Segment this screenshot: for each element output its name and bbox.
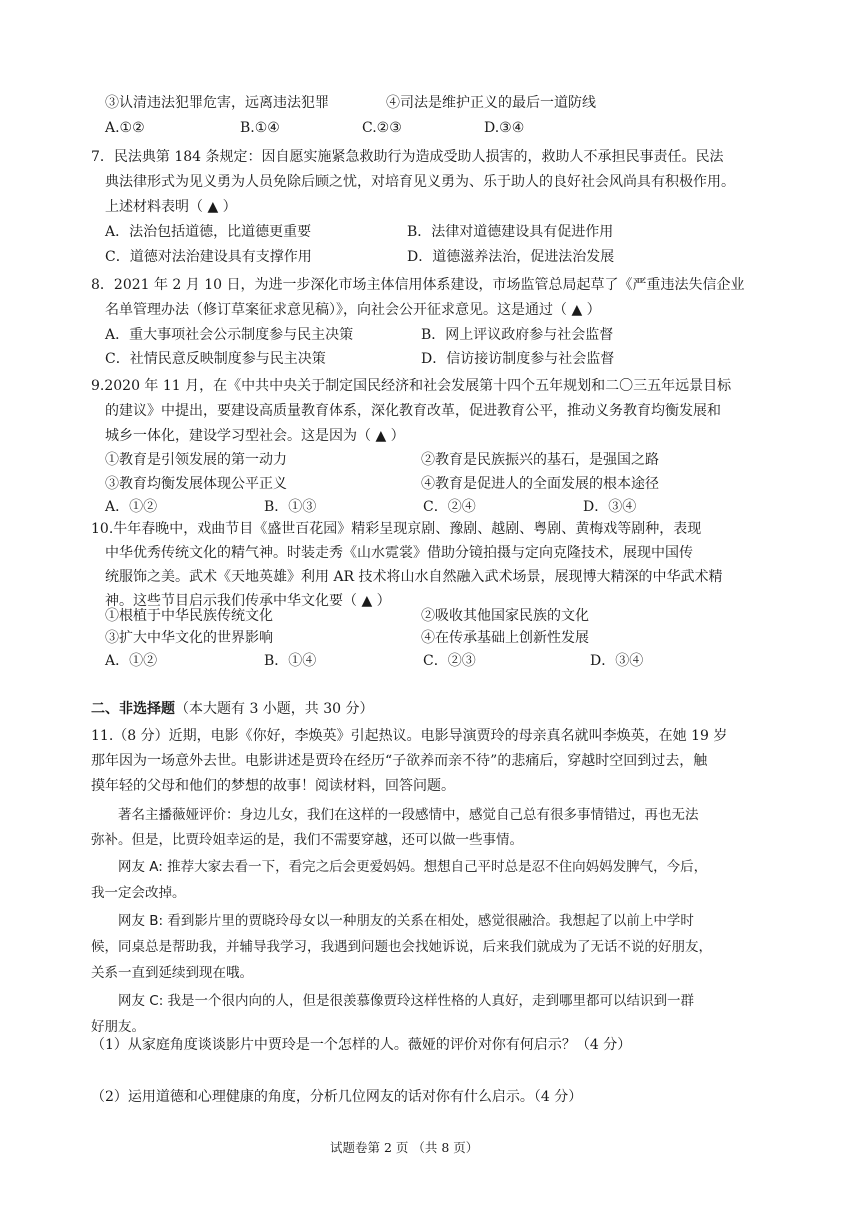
section-2-heading — [91, 699, 374, 719]
q7-option-d: D．道德滋养法治，促进法治发展 — [407, 249, 615, 265]
q11-material-line-7: 关系一直到延续到现在哦。 — [91, 965, 253, 981]
q10-stem-line-1: 10.牛年春晚中，戏曲节目《盛世百花园》精彩呈现京剧、豫剧、越剧、粤剧、黄梅戏等剧种，表现 — [91, 521, 702, 537]
q7-option-a: A．法治包括道德，比道德更重要 — [105, 224, 312, 240]
option-d: D.③④ — [484, 120, 525, 136]
q10-stem-line-3: 统服饰之美。武术《天地英雄》利用 AR 技术将山水自然融入武术场景，展现博大精深的中华武术精 — [105, 569, 723, 585]
q9-statement-4: ④教育是促进人的全面发展的根本途径 — [421, 476, 659, 492]
q7-option-c: C．道德对法治建设具有支撑作用 — [105, 249, 312, 265]
q10-stem-line-2: 中华优秀传统文化的精气神。时装走秀《山水霓裳》借助分镜拍摄与定向克隆技术，展现中国传 — [105, 545, 693, 561]
q9-option-a: A．①② — [105, 499, 158, 515]
q8-stem-line-1: 8．2021 年 2 月 10 日，为进一步深化市场主体信用体系建设，市场监管总局起草了《严重违法失信企业 — [91, 277, 745, 293]
q11-material-line-2: 弥补。但是，比贾玲姐幸运的是，我们不需要穿越，还可以做一些事情。 — [91, 832, 523, 848]
q9-option-d: D．③④ — [583, 499, 637, 515]
q11-sub-question-1: （1）从家庭角度谈谈影片中贾玲是一个怎样的人。薇娅的评价对你有何启示？（4 分） — [91, 1037, 632, 1053]
q11-intro-line-3: 摸年轻的父母和他们的梦想的故事！阅读材料，回答问题。 — [91, 778, 455, 794]
option-c: C.②③ — [362, 120, 402, 136]
q10-option-c: C．②③ — [423, 653, 476, 669]
statement-4: ④司法是维护正义的最后一道防线 — [386, 95, 596, 111]
q11-material-line-1: 著名主播薇娅评价：身边儿女，我们在这样的一段感情中，感觉自己总有很多事情错过，再也无法 — [118, 807, 699, 823]
statement-3: ③认清违法犯罪危害，远离违法犯罪 — [105, 95, 329, 111]
section-2-note: （本大题有 3 小题，共 30 分） — [175, 701, 374, 717]
q11-material-line-3: 网友 A: 推荐大家去看一下，看完之后会更爱妈妈。想想自己平时总是忍不住向妈妈发脾气，今后， — [118, 859, 708, 875]
q9-stem-line-2: 的建议》中提出，要建设高质量教育体系，深化教育改革，促进教育公平，推动义务教育均衡发展和 — [105, 403, 721, 419]
q9-statement-1: ①教育是引领发展的第一动力 — [105, 452, 287, 468]
q9-statement-3: ③教育均衡发展体现公平正义 — [105, 476, 287, 492]
q8-stem-line-2: 名单管理办法（修订草案征求意见稿）》，向社会公开征求意见。这是通过（ ▲ ） — [105, 302, 601, 318]
q10-stem-line-4: 神。这些节目启示我们传承中华文化要（ ▲ ） — [105, 593, 391, 609]
q10-statement-4: ④在传承基础上创新性发展 — [421, 630, 589, 646]
q8-option-c: C．社情民意反映制度参与民主决策 — [105, 351, 326, 367]
q10-option-d: D．③④ — [590, 653, 644, 669]
q10-statement-1: ①根植于中华民族传统文化 — [105, 608, 273, 624]
q9-option-c: C．②④ — [423, 499, 476, 515]
page-footer: 试题卷第 2 页 （共 8 页） — [330, 1140, 479, 1155]
q8-option-a: A．重大事项社会公示制度参与民主决策 — [105, 327, 354, 343]
q11-sub-question-2: （2）运用道德和心理健康的角度，分析几位网友的话对你有什么启示。（4 分） — [91, 1089, 583, 1105]
q11-material-line-9: 好朋友。 — [91, 1019, 145, 1035]
q10-statement-3: ③扩大中华文化的世界影响 — [105, 630, 273, 646]
q11-intro-line-2: 那年因为一场意外去世。电影讲述是贾玲在经历“子欲养而亲不待”的悲痛后，穿越时空回到过去，触 — [91, 753, 708, 769]
q7-stem-line-1: 7．民法典第 184 条规定：因自愿实施紧急救助行为造成受助人损害的，救助人不承担民事责任。民法 — [91, 149, 724, 165]
q7-stem-line-2: 典法律形式为见义勇为人员免除后顾之忧，对培育见义勇为、乐于助人的良好社会风尚具有积极作用。 — [105, 174, 735, 190]
q10-statement-2: ②吸收其他国家民族的文化 — [421, 608, 589, 624]
q11-intro-line-1: 11.（8 分）近期，电影《你好，李焕英》引起热议。电影导演贾玲的母亲真名就叫李焕英，在她 19 岁 — [91, 728, 728, 744]
q9-stem-line-3: 城乡一体化，建设学习型社会。这是因为（ ▲ ） — [105, 428, 405, 444]
q7-stem-line-3: 上述材料表明（ ▲ ） — [105, 199, 237, 215]
q11-material-line-4: 我一定会改掉。 — [91, 885, 186, 901]
q9-stem-line-1: 9.2020 年 11 月，在《中共中央关于制定国民经济和社会发展第十四个五年规划和二〇三五年远景目标 — [91, 378, 732, 394]
q7-option-b: B．法律对道德建设具有促进作用 — [407, 224, 614, 240]
q8-option-b: B．网上评议政府参与社会监督 — [421, 327, 614, 343]
q10-option-b: B．①④ — [264, 653, 317, 669]
q9-statement-2: ②教育是民族振兴的基石，是强国之路 — [421, 452, 659, 468]
q11-material-line-6: 候，同桌总是帮助我，并辅导我学习，我遇到问题也会找她诉说，后来我们就成为了无话不说的好朋友， — [91, 939, 712, 955]
q11-material-line-8: 网友 C: 我是一个很内向的人，但是很羡慕像贾玲这样性格的人真好，走到哪里都可以结识到一群 — [118, 993, 695, 1009]
q11-material-line-5: 网友 B: 看到影片里的贾晓玲母女以一种朋友的关系在相处，感觉很融洽。我想起了以前上中学时 — [118, 913, 694, 929]
option-a: A.①② — [105, 120, 145, 136]
option-b: B.①④ — [240, 120, 280, 136]
q8-option-d: D．信访接访制度参与社会监督 — [421, 351, 615, 367]
q9-option-b: B．①③ — [264, 499, 317, 515]
q10-option-a: A．①② — [105, 653, 158, 669]
section-2-title: 二、非选择题 — [91, 701, 175, 717]
